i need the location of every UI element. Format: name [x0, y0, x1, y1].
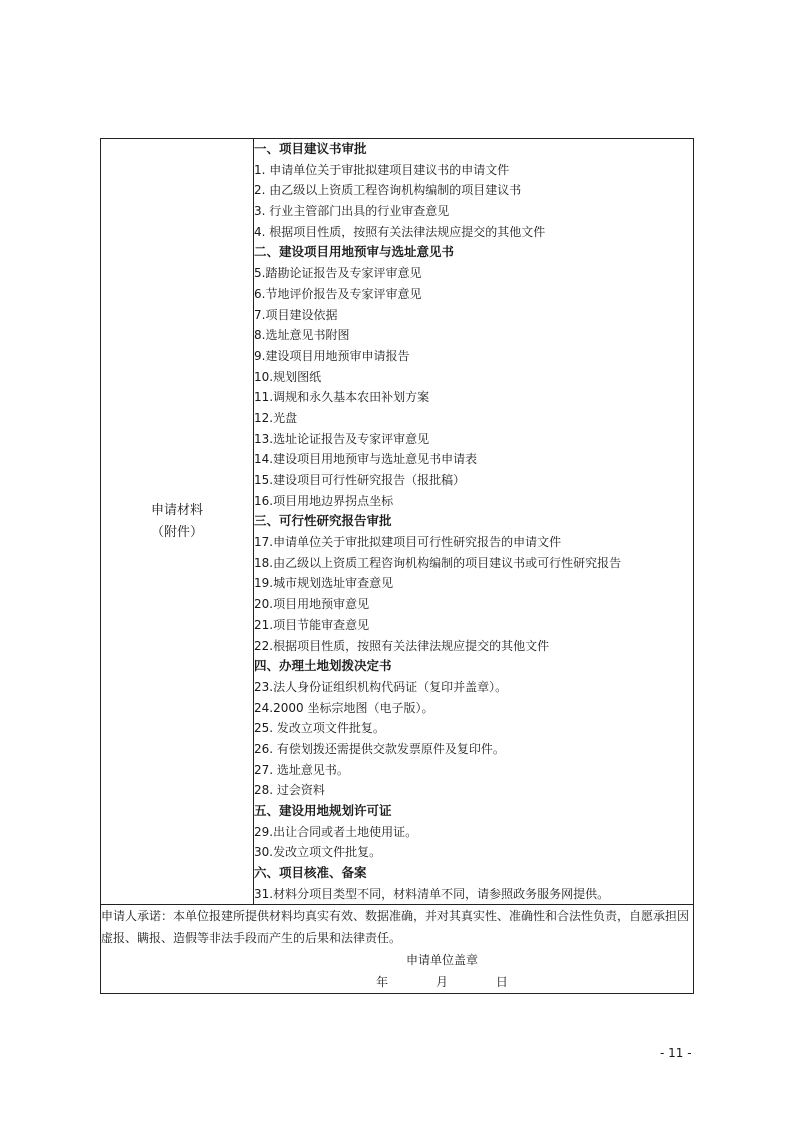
list-item: 13.选址论证报告及专家评审意见 [254, 431, 430, 446]
list-item: 5.踏勘论证报告及专家评审意见 [254, 266, 422, 281]
list-item: 1. 申请单位关于审批拟建项目建议书的申请文件 [254, 162, 510, 177]
list-item: 18.由乙级以上资质工程咨询机构编制的项目建议书或可行性研究报告 [254, 555, 622, 570]
section-heading: 六、项目核准、备案 [254, 865, 367, 881]
month-label: 月 [435, 975, 448, 990]
list-item: 28. 过会资料 [254, 783, 325, 798]
list-item: 25. 发改立项文件批复。 [254, 721, 385, 736]
application-materials-table [100, 138, 694, 994]
list-item: 17.申请单位关于审批拟建项目可行性研究报告的申请文件 [254, 535, 562, 550]
page-number: - 11 - [660, 1046, 692, 1060]
section-heading: 三、可行性研究报告审批 [254, 513, 392, 529]
list-item: 8.选址意见书附图 [254, 328, 350, 343]
day-label: 日 [495, 975, 508, 990]
list-item: 22.根据项目性质，按照有关法律法规应提交的其他文件 [254, 638, 550, 653]
pledge-cell [101, 905, 694, 994]
list-item: 23.法人身份证组织机构代码证（复印并盖章）。 [254, 679, 508, 694]
list-item: 20.项目用地预审意见 [254, 597, 370, 612]
list-item: 2. 由乙级以上资质工程咨询机构编制的项目建议书 [254, 183, 522, 198]
list-item: 26. 有偿划拨还需提供交款发票原件及复印件。 [254, 741, 505, 756]
list-item: 6.节地评价报告及专家评审意见 [254, 286, 422, 301]
seal-label: 申请单位盖章 [405, 953, 478, 968]
list-item: 21.项目节能审查意见 [254, 617, 370, 632]
section-heading: 五、建设用地规划许可证 [254, 803, 392, 818]
list-item: 14.建设项目用地预审与选址意见书申请表 [254, 452, 478, 467]
list-item: 30.发改立项文件批复。 [254, 845, 382, 860]
materials-label-cell [101, 139, 254, 905]
pledge-row [101, 905, 694, 994]
materials-label: 申请材料 [150, 502, 203, 518]
year-label: 年 [376, 975, 389, 990]
list-item: 31.材料分项目类型不同，材料清单不同，请参照政务服务网提供。 [254, 886, 610, 901]
section-heading: 四、办理土地划拨决定书 [254, 658, 392, 674]
list-item: 24.2000 坐标宗地图（电子版）。 [254, 700, 434, 715]
list-item: 11.调规和永久基本农田补划方案 [254, 390, 430, 405]
materials-row [101, 139, 694, 905]
list-item: 12.光盘 [254, 410, 298, 425]
list-item: 29.出让合同或者土地使用证。 [254, 824, 418, 839]
section-heading: 一、项目建议书审批 [254, 141, 367, 156]
list-item: 27. 选址意见书。 [254, 762, 349, 777]
list-item: 10.规划图纸 [254, 369, 322, 384]
list-item: 15.建设项目可行性研究报告（报批稿） [254, 473, 466, 487]
list-item: 7.项目建设依据 [254, 307, 338, 322]
list-item: 19.城市规划选址审查意见 [254, 576, 394, 591]
list-item: 16.项目用地边界拐点坐标 [254, 493, 394, 508]
section-heading: 二、建设项目用地预审与选址意见书 [254, 244, 455, 260]
list-item: 3. 行业主管部门出具的行业审查意见 [254, 204, 450, 219]
materials-label-sub: （附件） [150, 524, 203, 540]
list-item: 4. 根据项目性质，按照有关法律法规应提交的其他文件 [254, 224, 546, 239]
materials-list [254, 139, 694, 905]
date-line [101, 971, 693, 993]
list-item: 9.建设项目用地预审申请报告 [254, 348, 410, 363]
pledge-text: 申请人承诺：本单位报建所提供材料均真实有效、数据准确，并对其真实性、准确性和合法性负责，自愿承担因虚报、瞒报、造假等非法手段而产生的后果和法律责任。 [101, 909, 690, 946]
